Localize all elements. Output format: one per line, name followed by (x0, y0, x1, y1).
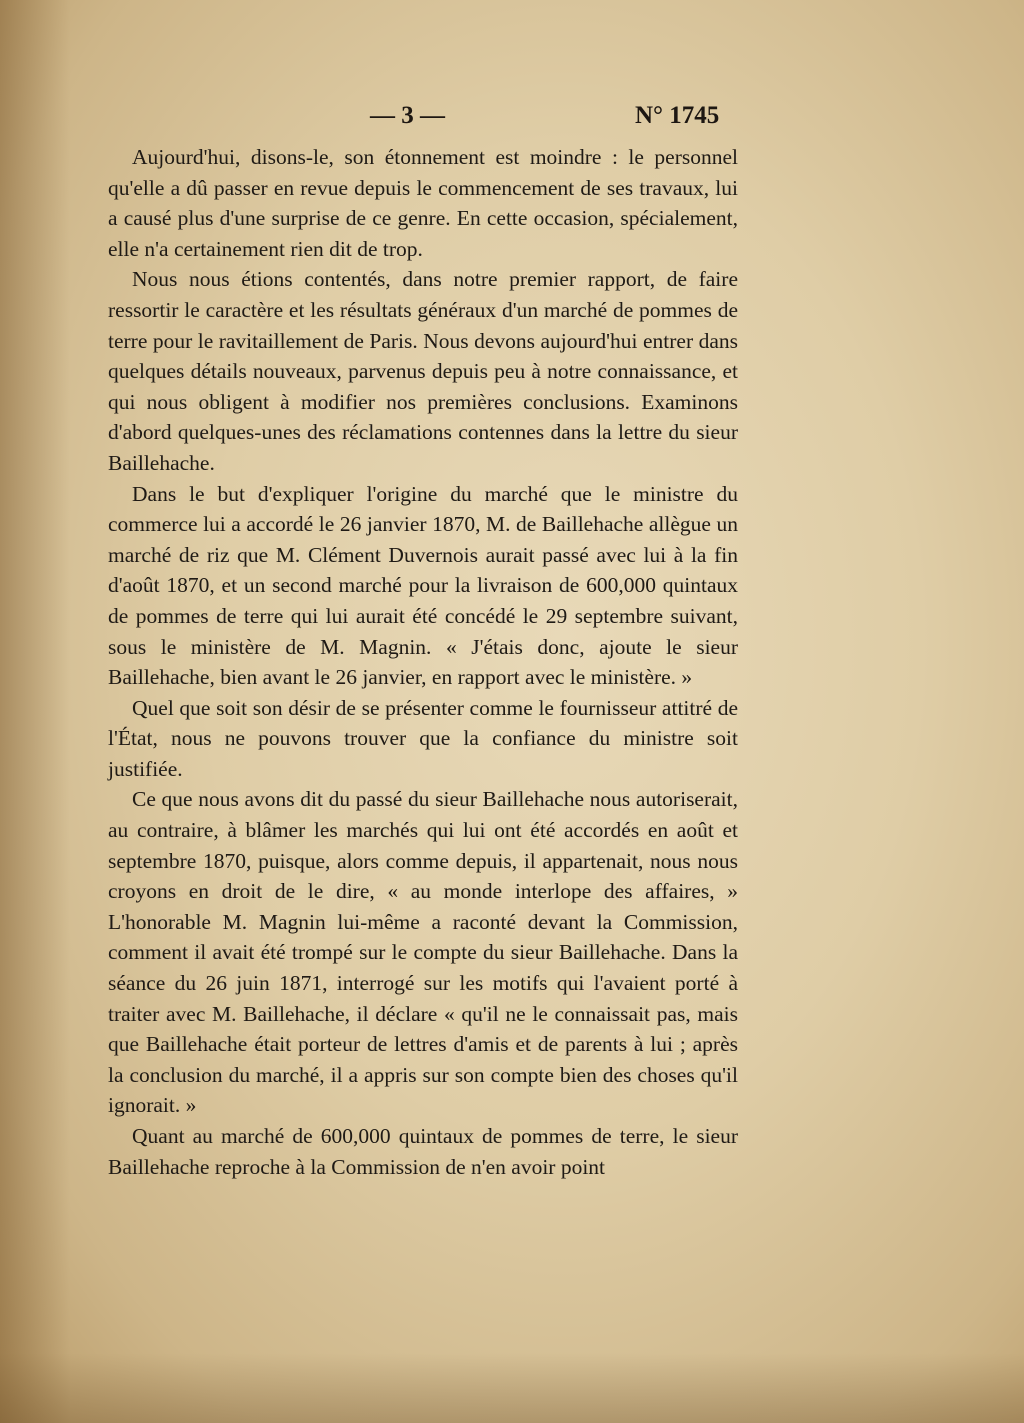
document-number: N° 1745 (635, 102, 720, 129)
paragraph: Dans le but d'expliquer l'origine du marché que le ministre du commerce lui a accordé le 26 janvier 1870, M. de Baillehache allègue un marché de riz que M. Clément Duvernois aurait passé avec lui à la fin d'août 1870, et un second marché pour la livraison de 600,000 quintaux de pommes de terre qui lui aurait été concédé le 29 septembre suivant, sous le ministère de M. Magnin. « J'étais donc, ajoute le sieur Baillehache, bien avant le 26 janvier, en rapport avec le ministère. » (108, 481, 738, 690)
page-edge-shadow (0, 0, 70, 1423)
paragraph: Nous nous étions contentés, dans notre premier rapport, de faire ressortir le caractère et les résultats généraux d'un marché de pommes de terre pour le ravitaillement de Paris. Nous devons aujourd'hui entrer dans quelques détails nouveaux, parvenus depuis peu à notre connaissance, et qui nous obligent à modifier nos premières conclusions. Examinons d'abord quelques-unes des réclamations contennes dans la lettre du sieur Baillehache. (108, 267, 738, 475)
paragraph: Aujourd'hui, disons-le, son étonnement est moindre : le personnel qu'elle a dû passer en revue depuis le commencement de ses travaux, lui a causé plus d'une surprise de ce genre. En cette occasion, spécialement, elle n'a certainement rien dit de trop. (108, 145, 738, 261)
paragraph: Quant au marché de 600,000 quintaux de pommes de terre, le sieur Baillehache reproche à la Commission de n'en avoir point (108, 1124, 738, 1179)
page-number: — 3 — (370, 102, 445, 129)
body-text (108, 142, 738, 1182)
paragraph: Quel que soit son désir de se présenter comme le fournisseur attitré de l'État, nous ne pouvons trouver que la confiance du ministre soit justifiée. (108, 695, 738, 781)
paragraph: Ce que nous avons dit du passé du sieur Baillehache nous autoriserait, au contraire, à blâmer les marchés qui lui ont été accordés en août et septembre 1870, puisque, alors comme depuis, il appartenait, nous nous croyons en droit de le dire, « au monde interlope des affaires, » L'honorable M. Magnin lui-même a raconté devant la Commission, comment il avait été trompé sur le compte du sieur Baillehache. Dans la séance du 26 juin 1871, interrogé sur les motifs qui l'avaient porté à traiter avec M. Baillehache, il déclare « qu'il ne le connaissait pas, mais que Baillehache était porteur de lettres d'amis et de parents à lui ; après la conclusion du marché, il a appris sur son compte bien des choses qu'il ignorait. » (108, 787, 738, 1118)
page-bottom-shadow (0, 1353, 1024, 1423)
